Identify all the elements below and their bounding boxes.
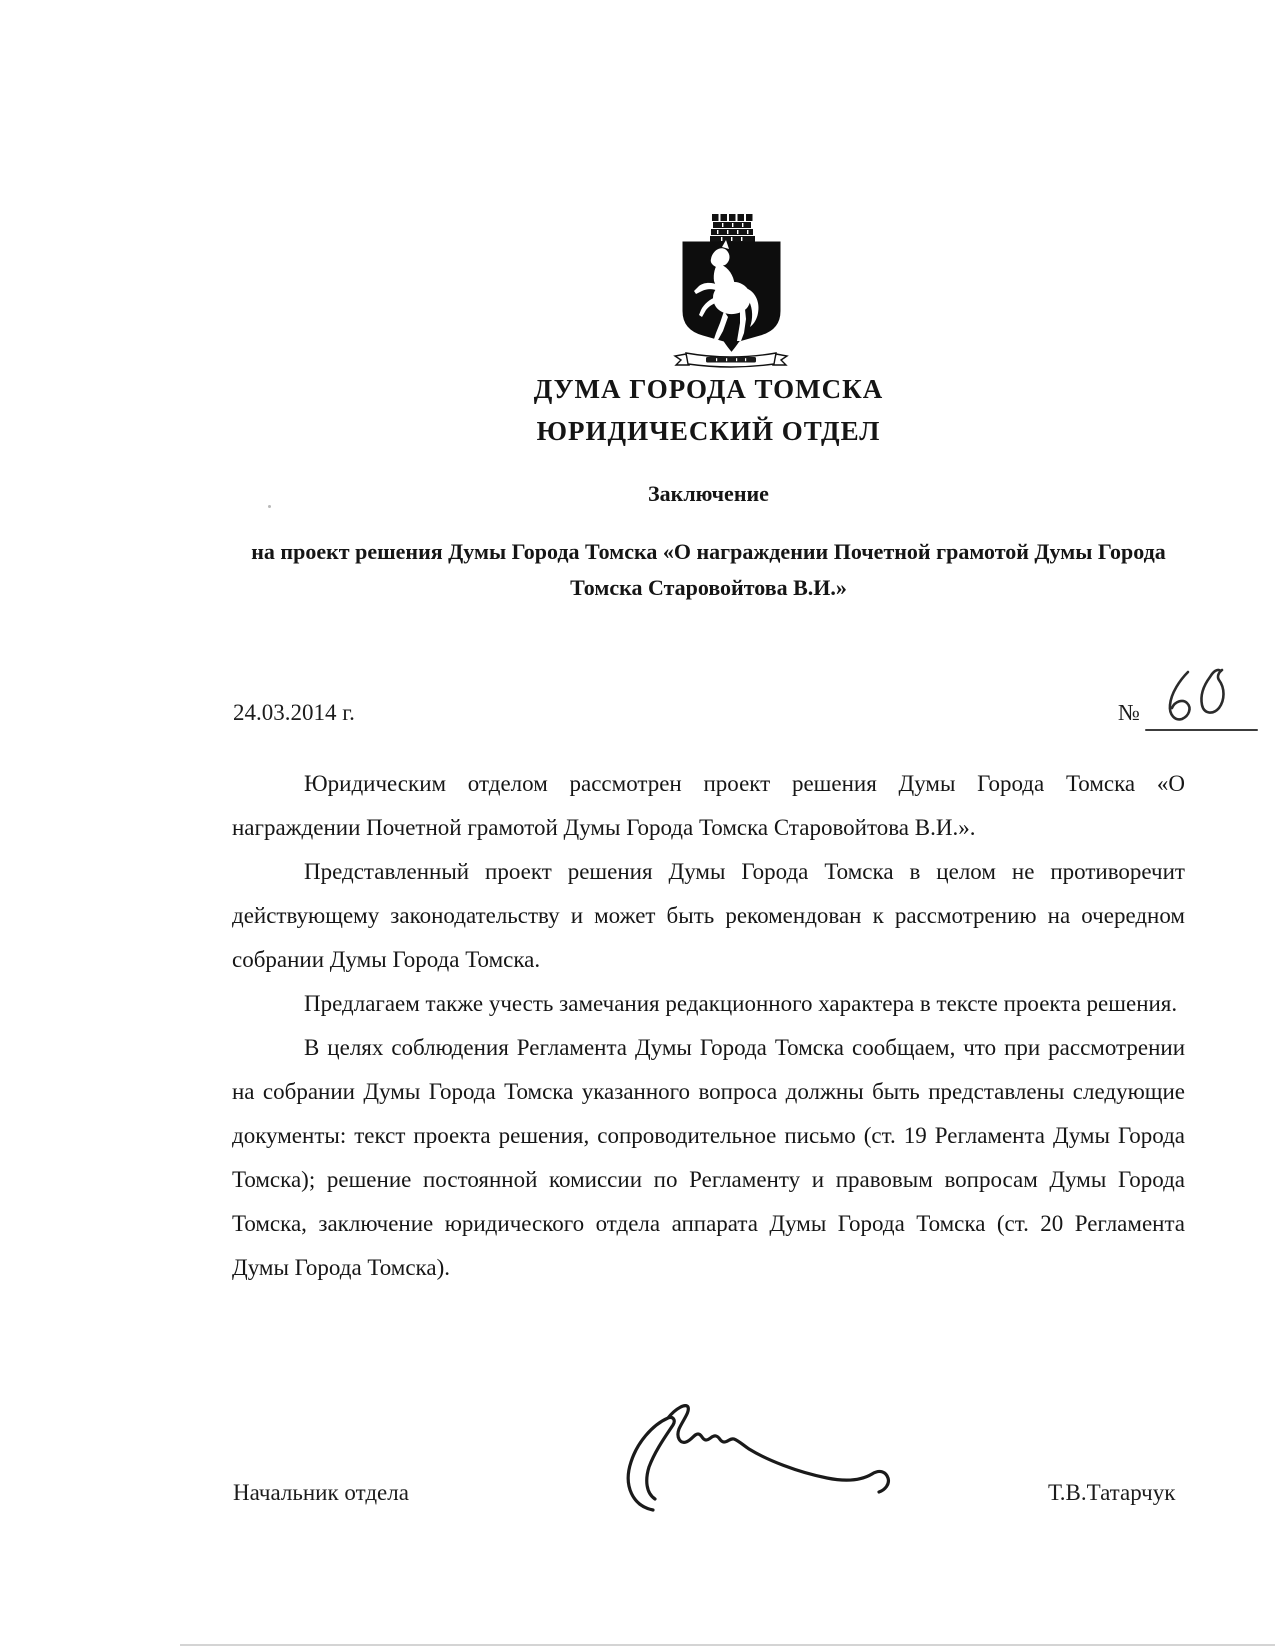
scan-artifact-dot: [268, 505, 271, 508]
org-name: ДУМА ГОРОДА ТОМСКА: [533, 374, 884, 404]
handwritten-number: [1155, 664, 1243, 736]
mural-crown-icon: [710, 214, 755, 242]
paragraph: Юридическим отделом рассмотрен проект решения Думы Города Томска «О награждении Почетной грамотой Думы Города Томска Старовойтова В.И.».: [232, 771, 1185, 840]
paragraph: Представленный проект решения Думы Города Томска в целом не противоречит действующему законодательству и может быть рекомендован к рассмотрению на очередном собрании Думы Города Томска.: [232, 859, 1185, 972]
number-underline: [1145, 729, 1258, 731]
reference-row: [0, 698, 1275, 738]
scan-edge-line: [180, 1644, 1275, 1646]
doc-type-title: Заключение: [648, 481, 769, 506]
paragraph: Предлагаем также учесть замечания редакционного характера в тексте проекта решения.: [304, 991, 1178, 1016]
doc-date: 24.03.2014 г.: [233, 700, 355, 725]
tomsk-coat-of-arms-icon: [666, 208, 796, 370]
signature-row: [0, 1480, 1275, 1520]
signer-position: Начальник отдела: [233, 1480, 409, 1505]
doc-subject: на проект решения Думы Города Томска «О награждении Почетной грамотой Думы Города Томска Старовойтова В.И.»: [251, 539, 1166, 600]
shield-icon: [683, 240, 780, 351]
document-body: [232, 762, 1185, 1290]
ribbon-icon: [675, 353, 787, 367]
signer-name: Т.В.Татарчук: [1048, 1480, 1176, 1505]
department-name: ЮРИДИЧЕСКИЙ ОТДЕЛ: [536, 416, 881, 446]
number-sign: №: [1118, 700, 1140, 725]
paragraph: В целях соблюдения Регламента Думы Города Томска сообщаем, что при рассмотрении на собрании Думы Города Томска указанного вопроса должны быть представлены следующие документы: текст проекта решения, сопроводительное письмо (ст. 19 Регламента Думы Города Томска); решение постоянной комиссии по Регламенту и правовым вопросам Думы Города Томска, заключение юридического отдела аппарата Думы Города Томска (ст. 20 Регламента Думы Города Томска).: [232, 1035, 1185, 1280]
